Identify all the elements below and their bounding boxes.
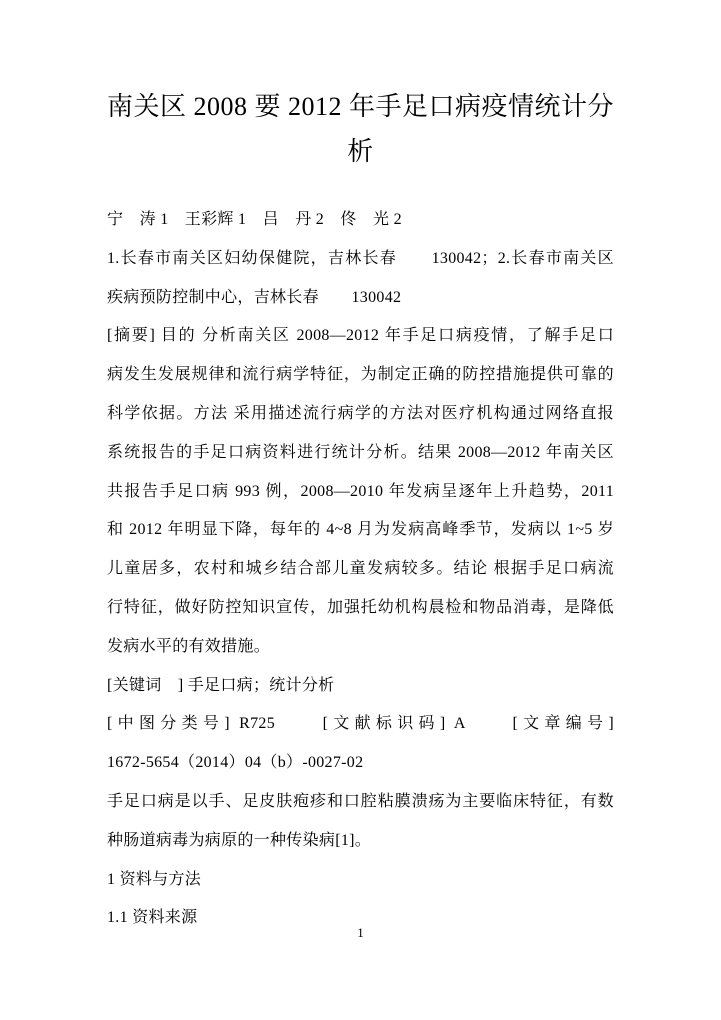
keywords-line: [关键词 ] 手足口病；统计分析 [107, 676, 335, 694]
abstract-line-7: 儿童居多，农村和城乡结合部儿童发病较多。结论 根据手足口病流 [107, 560, 614, 578]
affiliation-line-1: 1.长春市南关区妇幼保健院，吉林长春 130042；2.长春市南关区 [107, 249, 614, 267]
page-number: 1 [357, 925, 364, 940]
abstract-line-4: 系统报告的手足口病资料进行统计分析。结果 2008—2012 年南关区 [107, 443, 614, 461]
subsection-heading: 1.1 资料来源 [107, 909, 198, 927]
intro-line-2: 种肠道病毒为病原的一种传染病[1]。 [107, 831, 372, 849]
paper-title-line-1: 南关区 2008 要 2012 年手足口病疫情统计分 [107, 92, 615, 121]
page-content [107, 0, 614, 938]
abstract-line-3: 科学依据。方法 采用描述流行病学的方法对医疗机构通过网络直报 [107, 404, 614, 422]
abstract-line-8: 行特征，做好防控知识宣传，加强托幼机构晨检和物品消毒，是降低 [107, 598, 614, 616]
intro-line-1: 手足口病是以手、足皮肤疱疹和口腔粘膜溃疡为主要临床特征，有数 [107, 792, 614, 810]
article-number-line: 1672-5654（2014）04（b）-0027-02 [107, 754, 364, 772]
classification-line: [中图分类号] R725 [文献标识码] A [文章编号] [107, 715, 614, 733]
abstract-line-9: 发病水平的有效措施。 [107, 637, 271, 655]
paper-title-line-2: 析 [347, 137, 374, 166]
affiliation-line-2: 疾病预防控制中心，吉林长春 130042 [107, 288, 402, 306]
abstract-line-2: 病发生发展规律和流行病学特征，为制定正确的防控措施提供可靠的 [107, 366, 614, 384]
abstract-line-1: [摘要] 目的 分析南关区 2008—2012 年手足口病疫情，了解手足口 [107, 327, 614, 345]
abstract-line-6: 和 2012 年明显下降，每年的 4~8 月为发病高峰季节，发病以 1~5 岁 [107, 521, 614, 539]
paper-title [107, 84, 614, 174]
paper-body [107, 201, 614, 938]
authors-line: 宁 涛 1 王彩辉 1 吕 丹 2 佟 光 2 [107, 211, 402, 228]
section-heading: 1 资料与方法 [107, 870, 202, 888]
abstract-line-5: 共报告手足口病 993 例，2008—2010 年发病呈逐年上升趋势，2011 [107, 482, 614, 500]
